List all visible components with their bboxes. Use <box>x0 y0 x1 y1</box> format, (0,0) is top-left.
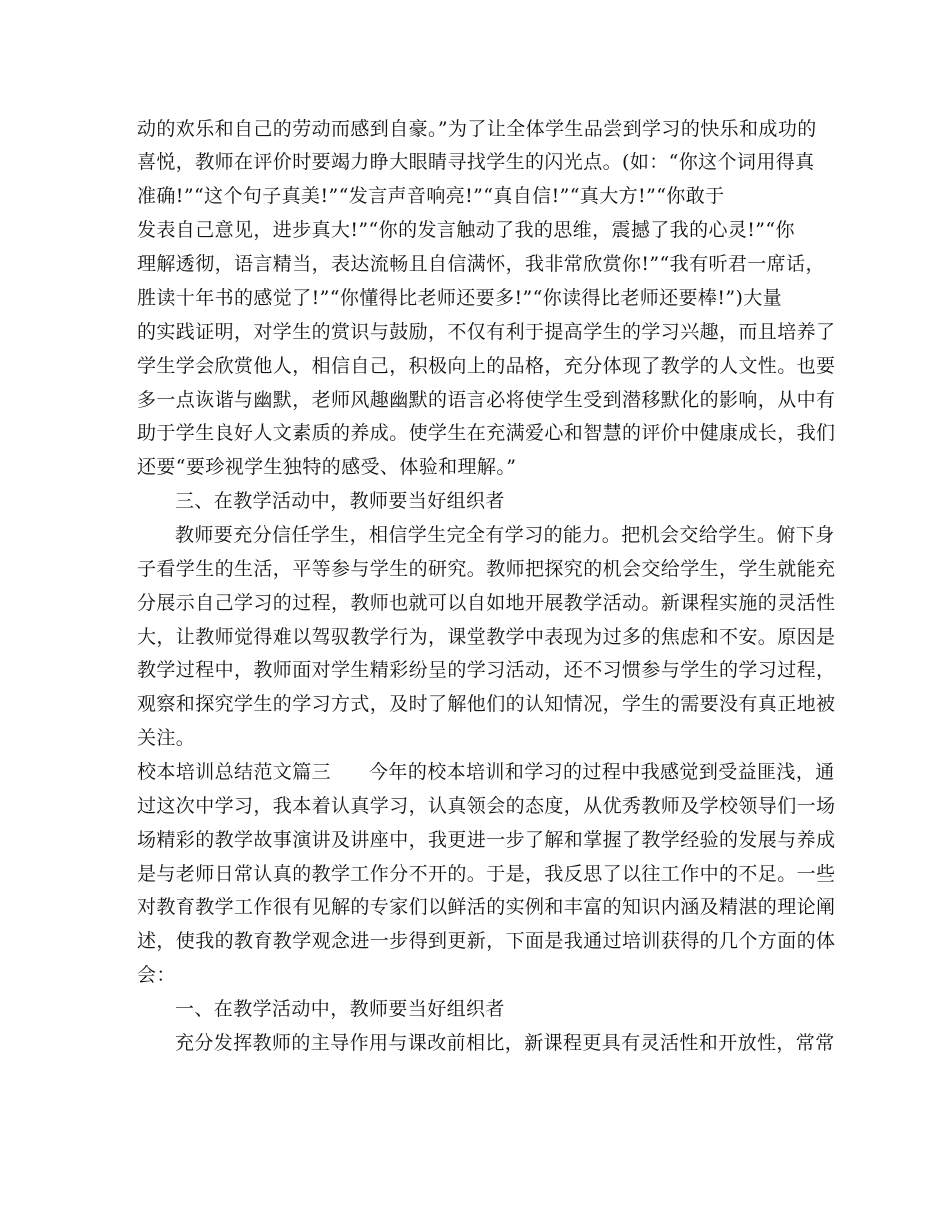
paragraph-line: 助于学生良好人文素质的养成。使学生在充满爱心和智慧的评价中健康成长，我们 <box>137 422 836 444</box>
paragraph-line: 教学过程中，教师面对学生精彩纷呈的学习活动，还不习惯参与学生的学习过程， <box>137 659 836 681</box>
paragraph-line: 学生学会欣赏他人，相信自己，积极向上的品格，充分体现了教学的人文性。也要 <box>137 355 836 377</box>
paragraph-line: 理解透彻，语言精当，表达流畅且自信满怀，我非常欣赏你!”“我有听君一席话， <box>137 253 825 275</box>
paragraph-line: 胜读十年书的感觉了!”“你懂得比老师还要多!”“你读得比老师还要棒!”)大量 <box>137 287 783 309</box>
section-heading: 一、在教学活动中，教师要当好组织者 <box>175 998 505 1020</box>
section-heading: 三、在教学活动中，教师要当好组织者 <box>175 490 505 512</box>
paragraph-line: 动的欢乐和自己的劳动而感到自豪。”为了让全体学生品尝到学习的快乐和成功的 <box>137 118 817 140</box>
paragraph-line: 观察和探究学生的学习方式，及时了解他们的认知情况，学生的需要没有真正地被 <box>137 693 836 715</box>
paragraph-line: 发表自己意见，进步真大!”“你的发言触动了我的思维，震撼了我的心灵!”“你 <box>137 219 795 241</box>
article-title: 校本培训总结范文篇三 <box>137 761 332 783</box>
paragraph-line: 多一点诙谐与幽默，老师风趣幽默的语言必将使学生受到潜移默化的影响，从中有 <box>137 389 836 411</box>
paragraph-line: 大，让教师觉得难以驾驭教学行为，课堂教学中表现为过多的焦虑和不安。原因是 <box>137 626 836 648</box>
paragraph-line: 的实践证明，对学生的赏识与鼓励，不仅有利于提高学生的学习兴趣，而且培养了 <box>137 321 836 343</box>
paragraph-line: 是与老师日常认真的教学工作分不开的。于是，我反思了以往工作中的不足。一些 <box>137 863 836 885</box>
paragraph-line: 充分发挥教师的主导作用与课改前相比，新课程更具有灵活性和开放性，常常 <box>175 1032 835 1054</box>
paragraph-line: 述，使我的教育教学观念进一步得到更新，下面是我通过培训获得的几个方面的体 <box>137 930 836 952</box>
paragraph-line: 还要“要珍视学生独特的感受、体验和理解。” <box>137 456 517 478</box>
paragraph-line: 准确!”“这个句子真美!”“发言声音响亮!”“真自信!”“真大方!”“你敢于 <box>137 185 725 207</box>
paragraph-line: 分展示自己学习的过程，教师也就可以自如地开展教学活动。新课程实施的灵活性 <box>137 592 836 614</box>
paragraph-line: 关注。 <box>137 727 196 749</box>
paragraph-line: 教师要充分信任学生，相信学生完全有学习的能力。把机会交给学生。俯下身 <box>175 524 835 546</box>
paragraph-line: 喜悦，教师在评价时要竭力睁大眼睛寻找学生的闪光点。(如：“你这个词用得真 <box>137 151 815 173</box>
paragraph-line: 今年的校本培训和学习的过程中我感觉到受益匪浅，通 <box>369 761 835 783</box>
article-title-line <box>137 760 835 784</box>
paragraph-line: 场精彩的教学故事演讲及讲座中，我更进一步了解和掌握了教学经验的发展与养成 <box>137 829 836 851</box>
paragraph-line: 对教育教学工作很有见解的专家们以鲜活的实例和丰富的知识内涵及精湛的理论阐 <box>137 896 836 918</box>
paragraph-line: 子看学生的生活，平等参与学生的研究。教师把探究的机会交给学生，学生就能充 <box>137 558 836 580</box>
paragraph-line: 过这次中学习，我本着认真学习，认真领会的态度，从优秀教师及学校领导们一场 <box>137 795 836 817</box>
paragraph-line: 会： <box>137 964 176 986</box>
